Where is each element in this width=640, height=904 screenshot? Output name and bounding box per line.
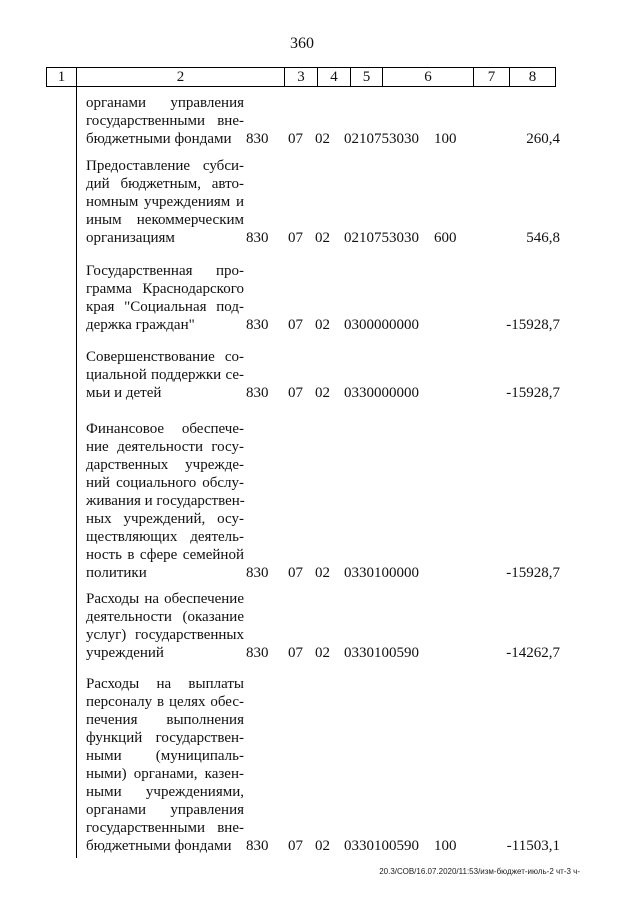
description-line: края "Социальная под- xyxy=(86,299,244,315)
description-line: ность в сфере семейной xyxy=(86,547,244,563)
section-code: 07 xyxy=(288,385,303,401)
subsection-code: 02 xyxy=(315,385,330,401)
amount: -11503,1 xyxy=(506,838,560,854)
description-line: ных учреждений, осу- xyxy=(86,511,244,527)
target-article-code: 0210753030 xyxy=(344,131,419,147)
section-code: 07 xyxy=(288,317,303,333)
description-line: Расходы на выплаты xyxy=(86,676,244,692)
header-col-6: 6 xyxy=(383,68,474,86)
description-line: дий бюджетным, авто- xyxy=(86,176,244,192)
description-line: живания и государствен- xyxy=(86,493,245,509)
row-description xyxy=(86,348,244,402)
description-line: ными учреждениями, xyxy=(86,784,244,800)
section-code: 07 xyxy=(288,838,303,854)
description-line: Расходы на обеспечение xyxy=(86,591,244,607)
description-line: органами управления xyxy=(86,95,244,111)
admin-code: 830 xyxy=(246,838,269,854)
subsection-code: 02 xyxy=(315,645,330,661)
header-col-8: 8 xyxy=(528,69,537,85)
description-line: услуг) государственных xyxy=(86,627,244,643)
target-article-code: 0330100590 xyxy=(344,645,419,661)
description-line: государственными вне- xyxy=(86,820,244,836)
table-header xyxy=(46,67,556,87)
description-line: органами управления xyxy=(86,802,244,818)
admin-code: 830 xyxy=(246,385,269,401)
target-article-code: 0330000000 xyxy=(344,385,419,401)
section-code: 07 xyxy=(288,230,303,246)
admin-code: 830 xyxy=(246,317,269,333)
header-col-2: 2 xyxy=(77,68,285,86)
description-line: циальной поддержки се- xyxy=(86,367,244,383)
expense-type-code: 100 xyxy=(434,838,457,854)
description-line: грамма Краснодарского xyxy=(86,281,244,297)
description-line: функций государствен- xyxy=(86,730,244,746)
expense-type-code: 600 xyxy=(434,230,457,246)
subsection-code: 02 xyxy=(315,317,330,333)
description-line: ний социального обслу- xyxy=(86,475,244,491)
section-code: 07 xyxy=(288,131,303,147)
header-col-5: 5 xyxy=(351,68,383,86)
description-line: дарственных учрежде- xyxy=(86,457,244,473)
subsection-code: 02 xyxy=(315,131,330,147)
header-col-1: 1 xyxy=(47,68,77,86)
subsection-code: 02 xyxy=(315,230,330,246)
description-line: ными (муниципаль- xyxy=(86,748,244,764)
amount: 260,4 xyxy=(526,131,560,147)
description-line: политики xyxy=(86,565,147,581)
header-col-3: 3 xyxy=(285,68,318,86)
description-line: номным учреждениям и xyxy=(86,194,244,210)
header-col-4: 4 xyxy=(318,68,351,86)
admin-code: 830 xyxy=(246,131,269,147)
description-line: держка граждан" xyxy=(86,317,195,333)
description-line: ными) органами, казен- xyxy=(86,766,244,782)
description-line: Финансовое обеспече- xyxy=(86,421,244,437)
subsection-code: 02 xyxy=(315,565,330,581)
header-col-7: 7 xyxy=(474,68,510,86)
subsection-code: 02 xyxy=(315,838,330,854)
description-line: бюджетными фондами xyxy=(86,838,232,854)
amount: -15928,7 xyxy=(506,317,560,333)
target-article-code: 0330100590 xyxy=(344,838,419,854)
description-line: организациям xyxy=(86,230,175,246)
admin-code: 830 xyxy=(246,230,269,246)
description-line: иным некоммерческим xyxy=(86,212,244,228)
description-line: ществляющих деятель- xyxy=(86,529,244,545)
row-description xyxy=(86,157,244,247)
description-line: Совершенствование со- xyxy=(86,349,244,365)
description-line: персоналу в целях обес- xyxy=(86,694,244,710)
target-article-code: 0330100000 xyxy=(344,565,419,581)
description-line: мьи и детей xyxy=(86,385,162,401)
description-line: учреждений xyxy=(86,645,164,661)
row-description xyxy=(86,675,244,855)
description-line: Государственная про- xyxy=(86,263,244,279)
section-code: 07 xyxy=(288,645,303,661)
description-line: деятельности (оказание xyxy=(86,609,244,625)
row-description xyxy=(86,94,244,148)
row-description xyxy=(86,262,244,334)
row-description xyxy=(86,590,244,662)
admin-code: 830 xyxy=(246,645,269,661)
amount: -14262,7 xyxy=(506,645,560,661)
description-line: печения выполнения xyxy=(86,712,244,728)
target-article-code: 0300000000 xyxy=(344,317,419,333)
target-article-code: 0210753030 xyxy=(344,230,419,246)
description-line: ние деятельности госу- xyxy=(86,439,244,455)
description-line: Предоставление субси- xyxy=(86,158,244,174)
row-description xyxy=(86,420,244,582)
column-divider xyxy=(76,87,77,858)
admin-code: 830 xyxy=(246,565,269,581)
amount: 546,8 xyxy=(526,230,560,246)
footer-stamp: 20.3/СОВ/16.07.2020/11:53/изм-бюджет-июль-2 чт-3 ч- xyxy=(379,867,580,876)
expense-type-code: 100 xyxy=(434,131,457,147)
page-number: 360 xyxy=(290,35,314,52)
section-code: 07 xyxy=(288,565,303,581)
amount: -15928,7 xyxy=(506,385,560,401)
description-line: бюджетными фондами xyxy=(86,131,232,147)
description-line: государственными вне- xyxy=(86,113,244,129)
amount: -15928,7 xyxy=(506,565,560,581)
